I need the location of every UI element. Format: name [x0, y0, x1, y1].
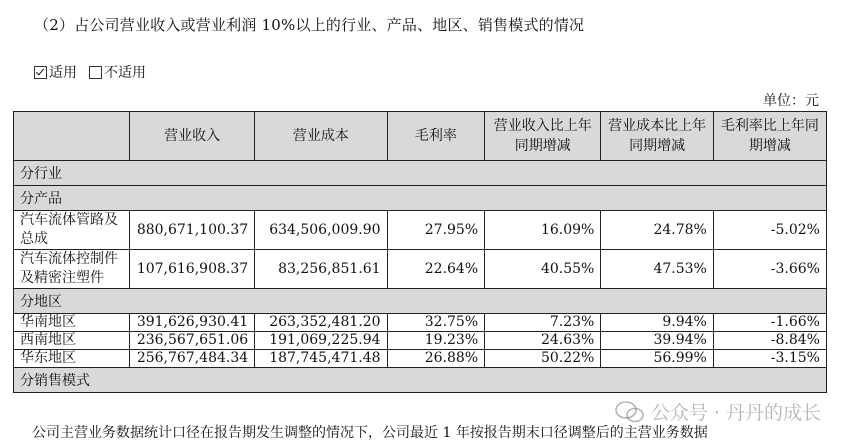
group-label: 分产品	[14, 186, 827, 211]
watermark-text: 公众号 · 丹丹的成长	[650, 402, 821, 424]
cost-change-cell: 24.78%	[601, 211, 713, 250]
margin-cell: 27.95%	[387, 211, 485, 250]
group-label: 分销售模式	[14, 368, 827, 393]
unit-label: 单位：元	[763, 93, 819, 109]
revenue-change-cell: 16.09%	[485, 211, 601, 250]
table-row	[14, 314, 827, 332]
group-label: 分行业	[14, 161, 827, 186]
margin-change-cell: -3.15%	[713, 350, 826, 368]
table-row	[14, 350, 827, 368]
revenue-cell: 880,671,100.37	[130, 211, 255, 250]
revenue-change-cell: 40.55%	[485, 250, 601, 289]
margin-change-cell: -5.02%	[713, 211, 826, 250]
cost-cell: 263,352,481.20	[255, 314, 387, 332]
table-header-row	[14, 112, 827, 161]
group-row-region	[14, 289, 827, 314]
section-heading: （2）占公司营业收入或营业利润 10%以上的行业、产品、地区、销售模式的情况	[34, 16, 585, 34]
revenue-cell: 391,626,930.41	[130, 314, 255, 332]
cost-change-cell: 9.94%	[601, 314, 713, 332]
margin-cell: 19.23%	[387, 332, 485, 350]
revenue-change-cell: 7.23%	[485, 314, 601, 332]
margin-change-cell: -1.66%	[713, 314, 826, 332]
revenue-change-cell: 24.63%	[485, 332, 601, 350]
unchecked-checkbox-icon[interactable]	[89, 66, 102, 79]
cost-change-cell: 56.99%	[601, 350, 713, 368]
revenue-cell: 256,767,484.34	[130, 350, 255, 368]
revenue-cell: 107,616,908.37	[130, 250, 255, 289]
row-name: 华南地区	[14, 314, 130, 332]
table-row	[14, 250, 827, 289]
margin-change-cell: -3.66%	[713, 250, 826, 289]
revenue-change-cell: 50.22%	[485, 350, 601, 368]
group-label: 分地区	[14, 289, 827, 314]
cost-cell: 191,069,225.94	[255, 332, 387, 350]
header-cell-revenue-change: 营业收入比上年同期增减	[485, 112, 601, 161]
margin-change-cell: -8.84%	[713, 332, 826, 350]
header-cell-cost-change: 营业成本比上年同期增减	[601, 112, 713, 161]
cost-change-cell: 39.94%	[601, 332, 713, 350]
margin-cell: 26.88%	[387, 350, 485, 368]
group-row-sales-mode	[14, 368, 827, 393]
header-cell-margin: 毛利率	[387, 112, 485, 161]
header-cell-revenue: 营业收入	[130, 112, 255, 161]
applicable-option[interactable]	[34, 62, 77, 82]
row-name: 华东地区	[14, 350, 130, 368]
row-name: 汽车流体控制件及精密注塑件	[14, 250, 130, 289]
watermark	[615, 398, 821, 425]
revenue-cell: 236,567,651.06	[130, 332, 255, 350]
applicability-options	[34, 62, 154, 82]
header-cell-margin-change: 毛利率比上年同期增减	[713, 112, 826, 161]
margin-cell: 32.75%	[387, 314, 485, 332]
wechat-icon	[615, 401, 645, 423]
checked-checkbox-icon[interactable]	[34, 66, 47, 79]
footnote-text: 公司主营业务数据统计口径在报告期发生调整的情况下，公司最近 1 年按报告期末口径调整后的主营业务数据	[32, 425, 708, 441]
margin-cell: 22.64%	[387, 250, 485, 289]
revenue-breakdown-table	[13, 111, 827, 393]
not-applicable-label: 不适用	[104, 65, 146, 81]
cost-cell: 634,506,009.90	[255, 211, 387, 250]
header-cell-cost: 营业成本	[255, 112, 387, 161]
cost-change-cell: 47.53%	[601, 250, 713, 289]
applicable-label: 适用	[49, 65, 77, 81]
table-row	[14, 332, 827, 350]
not-applicable-option[interactable]	[89, 62, 146, 82]
table-row	[14, 211, 827, 250]
row-name: 汽车流体管路及总成	[14, 211, 130, 250]
group-row-industry	[14, 161, 827, 186]
header-cell-blank	[14, 112, 130, 161]
cost-cell: 187,745,471.48	[255, 350, 387, 368]
group-row-product	[14, 186, 827, 211]
row-name: 西南地区	[14, 332, 130, 350]
cost-cell: 83,256,851.61	[255, 250, 387, 289]
